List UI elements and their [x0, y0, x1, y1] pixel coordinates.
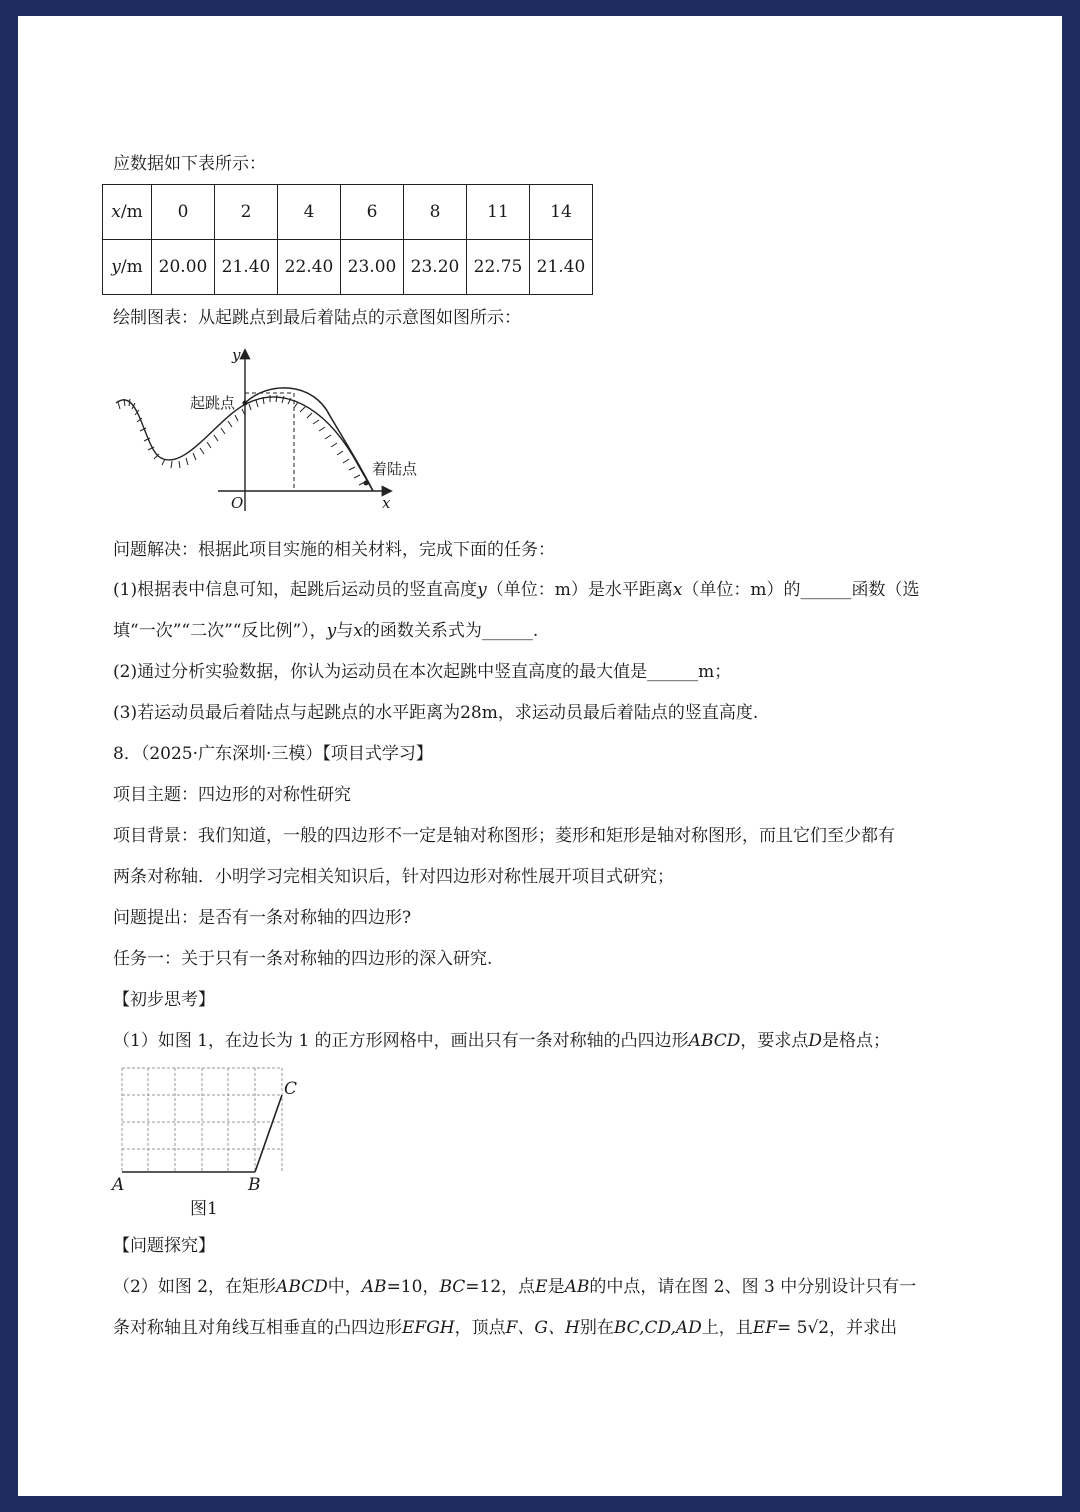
q8-topic: 项目主题：四边形的对称性研究	[113, 785, 351, 805]
takeoff-point	[243, 401, 248, 406]
table-cell: 20.00	[152, 240, 215, 295]
task2-text: (2)通过分析实验数据，你认为运动员在本次起跳中竖直高度的最大值是______m；	[113, 662, 732, 682]
section-problem-explore: 【问题探究】	[113, 1236, 215, 1256]
part2-line2: 条对称轴且对角线互相垂直的凸四边形EFGH，顶点F、G、H别在BC,CD,AD上，且EF= 5√2，并求出	[113, 1318, 898, 1338]
table-row	[103, 240, 593, 295]
q8-background-1: 项目背景：我们知道，一般的四边形不一定是轴对称图形；菱形和矩形是轴对称图形，而且它们至少都有	[113, 826, 895, 846]
table-header-x: x/m	[103, 185, 152, 240]
point-b-label: B	[248, 1175, 261, 1195]
section-initial-thinking: 【初步思考】	[113, 990, 215, 1010]
table-cell: 8	[404, 185, 467, 240]
part2-line1: （2）如图 2，在矩形ABCD中，AB=10，BC=12，点E是AB的中点，请在图 2、图 3 中分别设计只有一	[113, 1277, 917, 1297]
table-cell: 4	[278, 185, 341, 240]
point-a-label: A	[112, 1175, 125, 1195]
table-cell: 22.40	[278, 240, 341, 295]
q8-heading: 8．（2025·广东深圳·三模）【项目式学习】	[113, 744, 433, 764]
table-cell: 6	[341, 185, 404, 240]
landing-label: 着陆点	[372, 460, 418, 478]
table-cell: 22.75	[467, 240, 530, 295]
grid-lines	[122, 1068, 282, 1172]
table-cell: 23.20	[404, 240, 467, 295]
chart-intro-text: 绘制图表：从起跳点到最后着陆点的示意图如图所示：	[113, 308, 521, 328]
problem-solve-text: 问题解决：根据此项目实施的相关材料，完成下面的任务：	[113, 540, 555, 560]
document-page	[18, 16, 1062, 1496]
task1-line1: (1)根据表中信息可知，起跳后运动员的竖直高度y（单位：m）是水平距离x（单位：m）的______函数（选	[113, 580, 920, 600]
table-cell: 2	[215, 185, 278, 240]
task1-line2: 填“一次”“二次”“反比例”），y与x的函数关系式为______.	[113, 621, 539, 641]
table-cell: 0	[152, 185, 215, 240]
data-table	[102, 184, 593, 295]
origin-label: O	[231, 494, 244, 512]
table-cell: 21.40	[530, 240, 593, 295]
figure-1-grid	[108, 1064, 328, 1220]
table-intro-text: 应数据如下表所示：	[113, 154, 266, 174]
takeoff-label: 起跳点	[190, 394, 236, 412]
point-c-label: C	[284, 1079, 298, 1099]
landing-point	[364, 481, 369, 486]
trajectory-diagram	[108, 346, 448, 516]
hill-hatching	[118, 395, 365, 485]
table-cell: 23.00	[341, 240, 404, 295]
q8-question: 问题提出：是否有一条对称轴的四边形?	[113, 908, 412, 928]
segment-bc	[255, 1095, 282, 1172]
table-cell: 11	[467, 185, 530, 240]
table-row	[103, 185, 593, 240]
table-header-y: y/m	[103, 240, 152, 295]
axis-x-label: x	[382, 494, 391, 512]
figure-1-caption: 图1	[190, 1199, 218, 1219]
task3-text: (3)若运动员最后着陆点与起跳点的水平距离为28m，求运动员最后着陆点的竖直高度.	[113, 703, 759, 723]
part1-text: （1）如图 1，在边长为 1 的正方形网格中，画出只有一条对称轴的凸四边形ABCD，要求点D是格点；	[113, 1031, 891, 1051]
table-cell: 21.40	[215, 240, 278, 295]
q8-background-2: 两条对称轴．小明学习完相关知识后，针对四边形对称性展开项目式研究；	[113, 867, 674, 887]
table-cell: 14	[530, 185, 593, 240]
axis-y-label: y	[232, 346, 241, 364]
q8-task-one: 任务一：关于只有一条对称轴的四边形的深入研究.	[113, 949, 493, 969]
